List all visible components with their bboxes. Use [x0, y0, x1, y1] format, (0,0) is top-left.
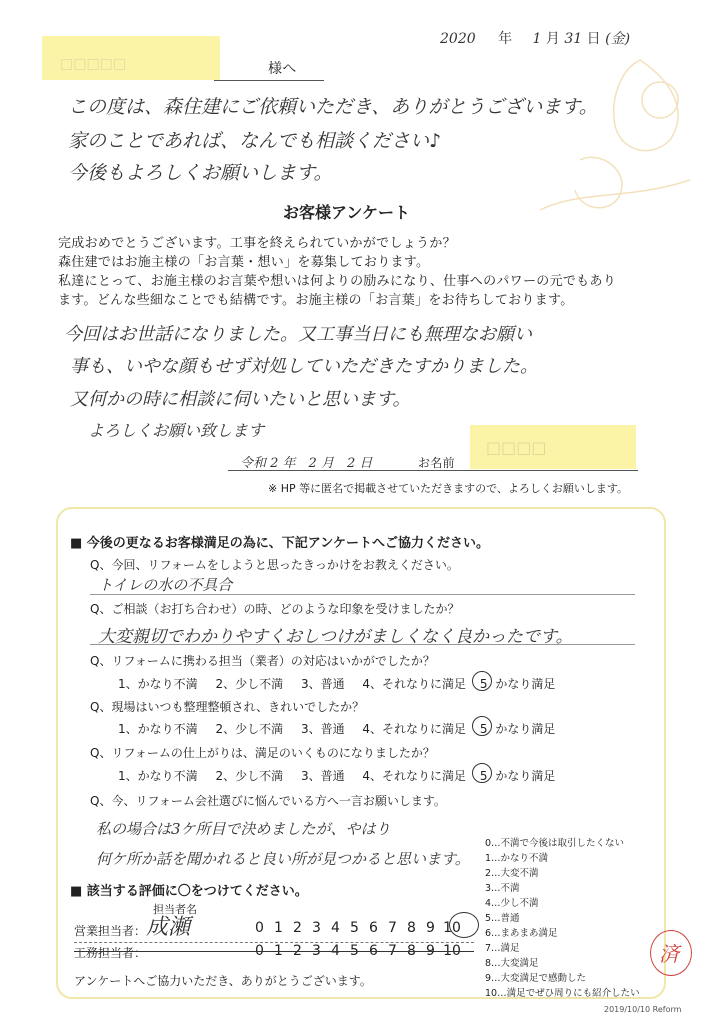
- form-version: 2019/10/10 Reform: [604, 1005, 682, 1014]
- options-row-1: 1、かなり不満 2、少し不満 3、普通 4、それなりに満足 5 かなり満足: [118, 677, 556, 691]
- sales-label: 営業担当者：: [74, 924, 147, 938]
- review-stamp-text: 済: [659, 942, 679, 966]
- selected-option-circle: [472, 716, 492, 736]
- question-advice: Q、今、リフォーム会社選びに悩んでいる方へ一言お願いします。: [90, 794, 446, 808]
- question-finish: Q、リフォームの仕上がりは、満足のいくものになりましたか？: [90, 746, 435, 760]
- questionnaire-heading: ■ 今後の更なるお客様満足の為に、下記アンケートへご協力ください。: [70, 536, 490, 551]
- construction-score-row: 0 1 2 3 4 5 6 7 8 9 10: [255, 943, 461, 959]
- construction-label: 工務担当者：: [74, 946, 147, 960]
- survey-intro-3: 私達にとって、お施主様のお言葉や想いは何よりの励みになり、仕事へのパワーの元でもあり: [58, 274, 617, 289]
- evaluation-heading: ■ 該当する評価に〇をつけてください。: [70, 884, 308, 899]
- customer-message-line-2: 事も、いやな顔もせず対処していただきたすかりました。: [70, 356, 538, 377]
- customer-message-line-4: よろしくお願い致します: [88, 421, 265, 440]
- answer-impression: 大変親切でわかりやすくおしつけがましくなく良かったです。: [98, 627, 573, 647]
- sales-staff-name: 成瀬: [146, 915, 191, 940]
- survey-intro-1: 完成おめでとうございます。工事を終えられていかがでしょうか？: [58, 236, 456, 251]
- thanks-text: アンケートへご協力いただき、ありがとうございます。: [74, 974, 372, 988]
- question-impression: Q、ご相談（お打ち合わせ）の時、どのような印象を受けましたか？: [90, 602, 460, 616]
- privacy-note: ※ HP 等に匿名で掲載させていただきますので、よろしくお願いします。: [268, 482, 629, 495]
- survey-intro-4: ます。どんな些細なことでも結構です。お施主様の「お言葉」をお待ちしております。: [58, 293, 574, 308]
- letter-line-1: この度は、森住建にご依頼いただき、ありがとうございます。: [68, 96, 598, 118]
- reply-date: 令和 2 年 2 月 2 日: [240, 456, 373, 471]
- selected-score-circle: [449, 912, 479, 938]
- letter-line-3: 今後もよろしくお願いします。: [68, 162, 333, 184]
- customer-message-line-3: 又何かの時に相談に伺いたいと思います。: [70, 389, 411, 410]
- question-trigger: Q、今回、リフォームをしようと思ったきっかけをお教えください。: [90, 558, 459, 572]
- options-row-2: 1、かなり不満 2、少し不満 3、普通 4、それなりに満足 5 かなり満足: [118, 722, 556, 736]
- flower-decoration-icon: [520, 40, 710, 220]
- survey-intro-2: 森住建ではお施主様の「お言葉・想い」を募集しております。: [58, 255, 430, 270]
- letter-line-2: 家のことであれば、なんでも相談ください♪: [68, 130, 442, 152]
- selected-option-circle: [472, 763, 492, 783]
- recipient-suffix: 様へ: [268, 61, 297, 77]
- staff-header: 担当者名: [153, 903, 197, 916]
- construction-strikethrough: [74, 951, 474, 952]
- recipient-name-redacted: □□□□□: [60, 56, 127, 72]
- question-staff-response: Q、リフォームに携わる担当（業者）の対応はいかがでしたか？: [90, 654, 435, 668]
- answer-trigger: トイレの水の不具合: [98, 576, 233, 594]
- selected-option-circle: [472, 671, 492, 691]
- score-legend: 0…不満で今後は取引したくない 1…かなり不満 2…大変不満 3…不満 4…少し不満 5…普通 6…まあまあ満足 7…満足 8…大変満足 9…大変満足で感動した 10…満足でぜひ周りにも紹介したい: [485, 838, 640, 999]
- letter-date: 2020 年 1 月 31 日 (金): [440, 31, 631, 47]
- customer-message-line-1: 今回はお世話になりました。又工事当日にも無理なお願い: [64, 324, 532, 345]
- question-site-tidiness: Q、現場はいつも整理整頓され、きれいでしたか？: [90, 700, 365, 714]
- customer-name-redacted: □□□□: [486, 438, 547, 457]
- advice-answer-line-1: 私の場合は3ケ所目で決めましたが、やはり: [96, 820, 391, 838]
- name-label: お名前: [418, 456, 455, 470]
- options-row-3: 1、かなり不満 2、少し不満 3、普通 4、それなりに満足 5 かなり満足: [118, 769, 556, 783]
- sales-score-row: 0 1 2 3 4 5 6 7 8 9 10: [255, 920, 461, 936]
- survey-title: お客様アンケート: [283, 203, 411, 222]
- advice-answer-line-2: 何ケ所か話を聞かれると良い所が見つかると思います。: [96, 850, 470, 868]
